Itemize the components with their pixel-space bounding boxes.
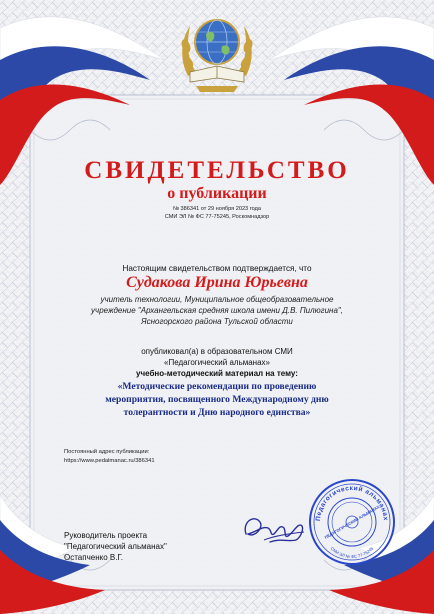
address-label: Постоянный адрес публикации: <box>64 449 150 455</box>
registration-number: № 386341 от 29 ноября 2023 года <box>173 206 261 212</box>
material-topic-line: толерантности и Дню народного единства» <box>123 407 311 418</box>
handwritten-signature <box>240 508 310 548</box>
material-topic-line: «Методические рекомендации по проведению <box>117 381 317 392</box>
signatory-name: Остапченко В.Г. <box>64 553 124 562</box>
recipient-position-line: учреждение "Архангельская средняя школа имени Д.В. Пилюгина", <box>91 306 343 315</box>
media-registration: СМИ ЭЛ № ФС 77-75245, Роскомнадзор <box>164 214 270 220</box>
recipient-name: Судакова Ирина Юрьевна <box>126 274 308 291</box>
published-in-text: опубликовал(а) в образовательном СМИ <box>141 347 293 356</box>
recipient-position-line: Ясногорского района Тульской области <box>141 317 293 326</box>
material-type: учебно-методический материал на тему: <box>136 369 298 378</box>
confirmation-text: Настоящим свидетельством подтверждается, что <box>122 264 312 273</box>
stamp-outer-text: Педагогический альманах <box>314 484 390 522</box>
publication-url[interactable]: https://www.pedalmanac.ru/386341 <box>64 458 155 464</box>
globe-book-emblem-icon <box>176 6 258 94</box>
material-topic-line: мероприятия, посвященного Международному дню <box>105 394 329 405</box>
signatory-organization: "Педагогический альманах" <box>64 542 167 551</box>
certificate-title: СВИДЕТЕЛЬСТВО <box>84 157 350 184</box>
signatory-role: Руководитель проекта <box>64 531 148 540</box>
certificate-subtitle: о публикации <box>167 185 267 202</box>
stamp-center-text: ПЕДАГОГИЧЕСКИЙ АЛЬМАНАХ <box>323 504 381 540</box>
round-stamp-icon <box>306 476 398 568</box>
stamp-bottom-text: СМИ ЭЛ № ФС 77-75245 <box>329 545 375 560</box>
media-name: «Педагогический альманах» <box>164 358 270 367</box>
recipient-position-line: учитель технологии, Муниципальное общеобразовательное <box>100 295 334 304</box>
